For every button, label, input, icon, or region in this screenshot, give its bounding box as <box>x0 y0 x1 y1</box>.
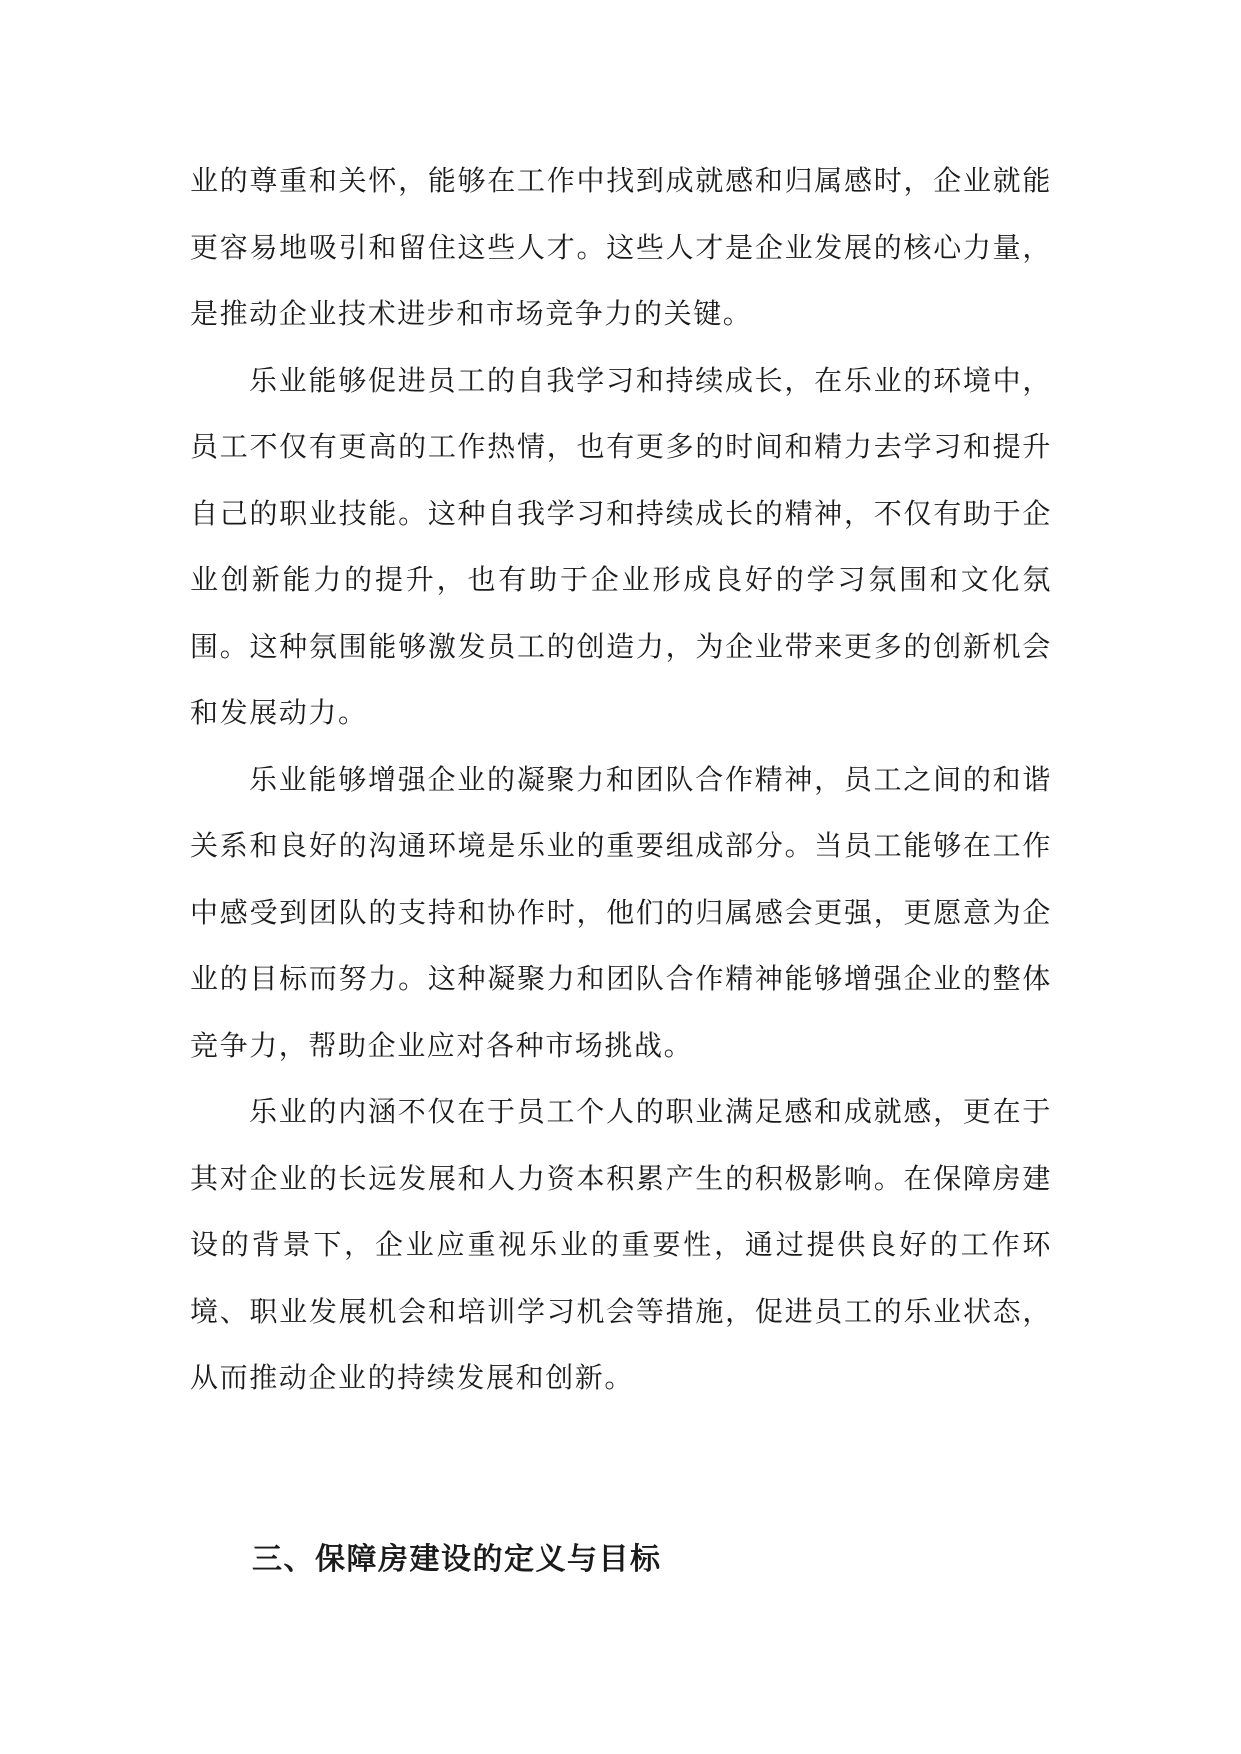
section-heading: 三、保障房建设的定义与目标 <box>252 1542 662 1577</box>
paragraph-continuation: 业的尊重和关怀，能够在工作中找到成就感和归属感时，企业就能更容易地吸引和留住这些人才。这些人才是企业发展的核心力量，是推动企业技术进步和市场竞争力的关键。 <box>190 164 1052 330</box>
paragraph-connotation: 乐业的内涵不仅在于员工个人的职业满足感和成就感，更在于其对企业的长远发展和人力资本积累产生的积极影响。在保障房建设的背景下，企业应重视乐业的重要性，通过提供良好的工作环境、职业发展机会和培训学习机会等措施，促进员工的乐业状态，从而推动企业的持续发展和创新。 <box>190 1095 1052 1394</box>
body-text <box>190 148 1052 1412</box>
paragraph-self-learning: 乐业能够促进员工的自我学习和持续成长，在乐业的环境中，员工不仅有更高的工作热情，也有更多的时间和精力去学习和提升自己的职业技能。这种自我学习和持续成长的精神，不仅有助于企业创新能力的提升，也有助于企业形成良好的学习氛围和文化氛围。这种氛围能够激发员工的创造力，为企业带来更多的创新机会和发展动力。 <box>190 363 1052 729</box>
paragraph-team-cohesion: 乐业能够增强企业的凝聚力和团队合作精神，员工之间的和谐关系和良好的沟通环境是乐业的重要组成部分。当员工能够在工作中感受到团队的支持和协作时，他们的归属感会更强，更愿意为企业的目标而努力。这种凝聚力和团队合作精神能够增强企业的整体竞争力，帮助企业应对各种市场挑战。 <box>190 762 1052 1062</box>
